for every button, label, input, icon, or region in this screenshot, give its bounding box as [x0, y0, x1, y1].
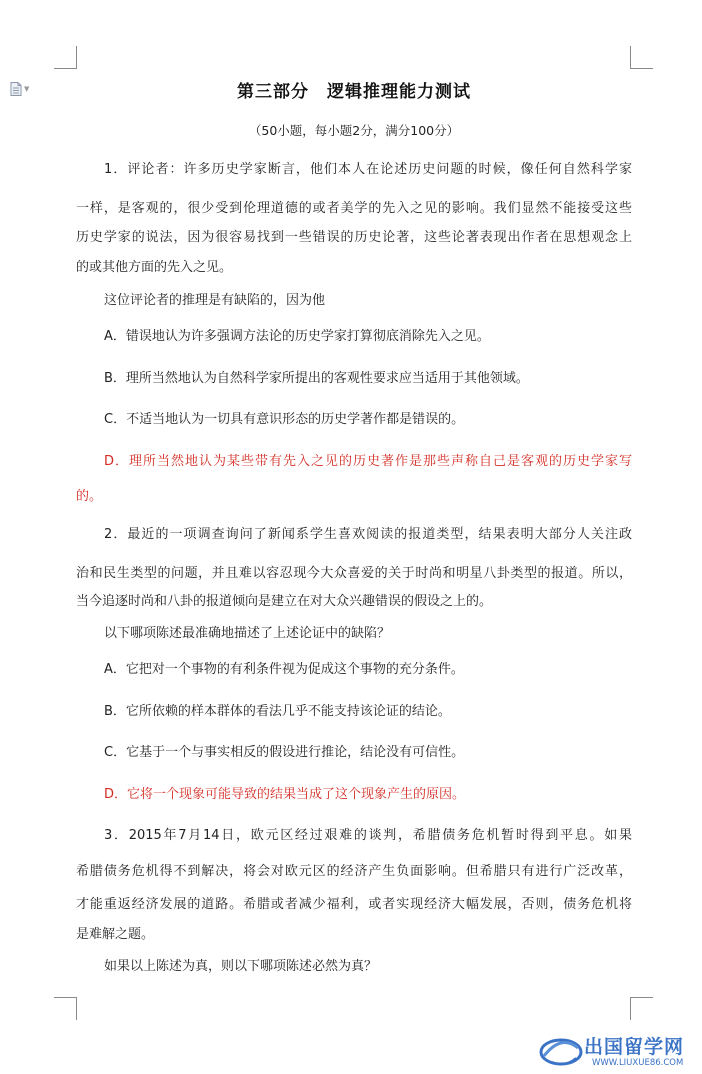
corner-mark-bottom-right [630, 997, 653, 1020]
watermark-url: WWW.LIUXUE86.COM [592, 1058, 684, 1068]
q1-option-b: B．理所当然地认为自然科学家所提出的客观性要求应当适用于其他领域。 [104, 371, 529, 386]
q2-option-b: B．它所依赖的样本群体的看法几乎不能支持该论证的结论。 [104, 704, 451, 719]
q3-stem-line: 才能重返经济发展的道路。希腊或者减少福利，或者实现经济大幅发展，否则，债务危机将 [76, 897, 632, 912]
q1-stem-line: 历史学家的说法，因为很容易找到一些错误的历史论著，这些论著表现出作者在思想观念上 [76, 230, 632, 245]
corner-mark-top-left [54, 46, 77, 69]
document-menu-button[interactable] [10, 82, 29, 96]
corner-mark-top-right [630, 46, 653, 69]
page-title: 第三部分 逻辑推理能力测试 [237, 82, 471, 102]
q2-stem-line: 当今追逐时尚和八卦的报道倾向是建立在对大众兴趣错误的假设之上的。 [76, 594, 493, 609]
q1-prompt: 这位评论者的推理是有缺陷的，因为他 [104, 293, 326, 308]
q1-option-d-answer: 的。 [76, 489, 103, 504]
watermark [536, 1026, 702, 1074]
q2-option-a: A．它把对一个事物的有利条件视为促成这个事物的充分条件。 [104, 662, 464, 677]
document-icon [10, 82, 22, 96]
q1-option-d-answer: D．理所当然地认为某些带有先入之见的历史著作是那些声称自己是客观的历史学家写 [104, 454, 632, 469]
q1-option-a: A．错误地认为许多强调方法论的历史学家打算彻底消除先入之见。 [104, 329, 490, 344]
q3-stem-line: 希腊债务危机得不到解决，将会对欧元区的经济产生负面影响。但希腊只有进行广泛改革， [76, 864, 632, 879]
q2-option-d-answer: D．它将一个现象可能导致的结果当成了这个现象产生的原因。 [104, 787, 466, 802]
q2-stem-line: 2．最近的一项调查询问了新闻系学生喜欢阅读的报道类型，结果表明大部分人关注政 [104, 527, 632, 542]
q1-option-c: C．不适当地认为一切具有意识形态的历史学著作都是错误的。 [104, 412, 465, 427]
corner-mark-bottom-left [54, 997, 77, 1020]
q2-stem-line: 治和民生类型的问题，并且难以容忍现今大众喜爱的关于时尚和明星八卦类型的报道。所以， [76, 566, 632, 581]
dropdown-arrow-icon: ▼ [24, 85, 30, 93]
q1-stem-line: 1．评论者：许多历史学家断言，他们本人在论述历史问题的时候，像任何自然科学家 [104, 162, 632, 177]
q1-stem-line: 的或其他方面的先入之见。 [76, 260, 233, 275]
q2-prompt: 以下哪项陈述最准确地描述了上述论证中的缺陷？ [104, 626, 391, 641]
q3-prompt: 如果以上陈述为真，则以下哪项陈述必然为真？ [104, 959, 378, 974]
watermark-logo-icon [538, 1028, 584, 1072]
page-subtitle: （50小题，每小题2分，满分100分） [248, 123, 460, 138]
q1-stem-line: 一样，是客观的，很少受到伦理道德的或者美学的先入之见的影响。我们显然不能接受这些 [76, 201, 632, 216]
watermark-text: 出国留学网 [584, 1036, 685, 1058]
q2-option-c: C．它基于一个与事实相反的假设进行推论，结论没有可信性。 [104, 745, 465, 760]
q3-stem-line: 3．2015年7月14日，欧元区经过艰难的谈判，希腊债务危机暂时得到平息。如果 [104, 828, 632, 843]
q3-stem-line: 是难解之题。 [76, 927, 155, 942]
